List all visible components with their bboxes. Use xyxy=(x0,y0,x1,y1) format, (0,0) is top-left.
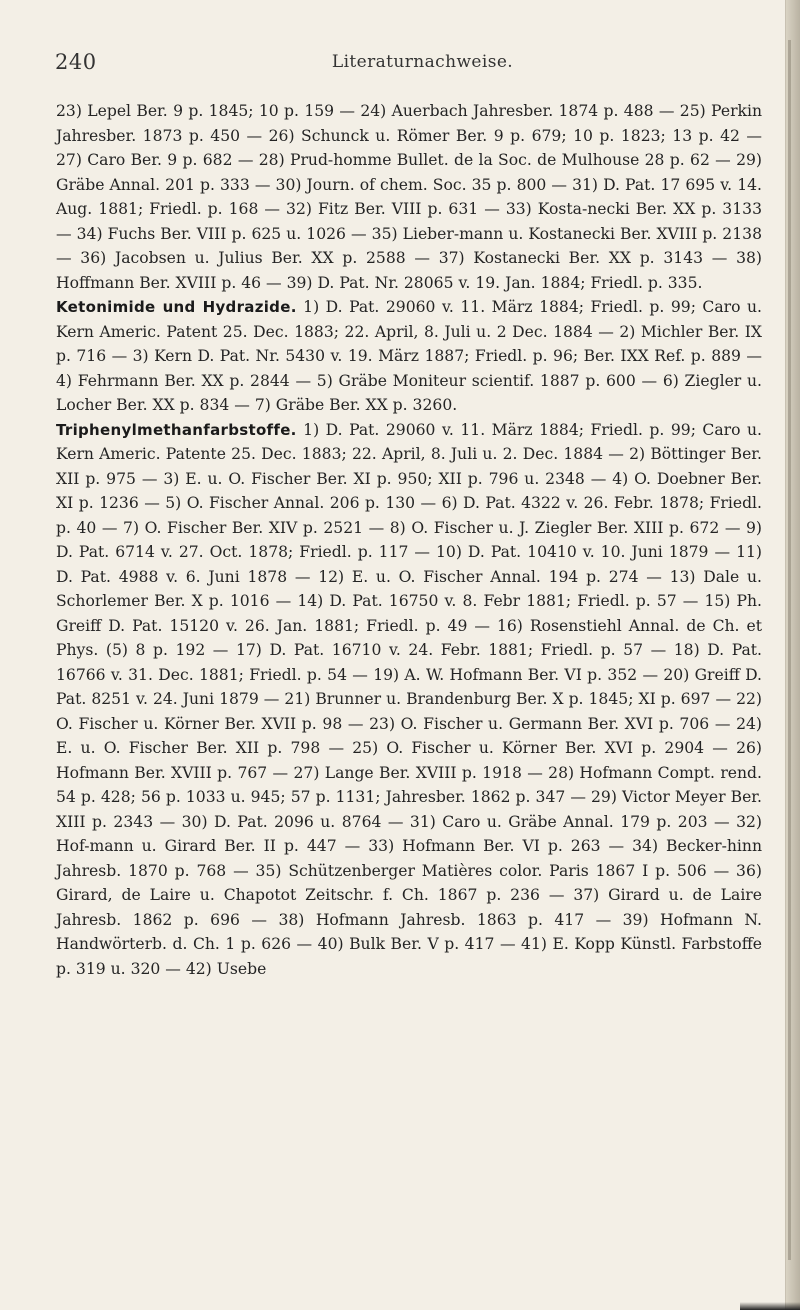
reference-paragraph xyxy=(56,295,762,418)
running-title: Literaturnachweise. xyxy=(331,52,514,72)
reference-list-text: 1) D. Pat. 29060 v. 11. März 1884; Friedl. p. 99; Caro u. Kern Americ. Patent 25. Dec. 1883; 22. April, 8. Juli u. 2 Dec. 1884 — 2) Michler Ber. IX p. 716 — 3) Kern D. Pat. Nr. 5430 v. 19. März 1887; Friedl. p. 96; Ber. IXX Ref. p. 889 — 4) Fehrmann Ber. XX p. 2844 — 5) Gräbe Moniteur scientif. 1887 p. 600 — 6) Ziegler u. Locher Ber. XX p. 834 — 7) Gräbe Ber. XX p. 3260. xyxy=(56,298,762,414)
page-edge-shadow xyxy=(788,40,791,1260)
corner-shadow xyxy=(740,1302,800,1310)
section-heading: Triphenylmethanfarbstoffe. xyxy=(56,420,297,439)
references-text xyxy=(56,99,762,981)
page-number: 240 xyxy=(55,50,97,74)
reference-paragraph xyxy=(56,99,762,295)
reference-paragraph xyxy=(56,418,762,982)
reference-list-text: 1) D. Pat. 29060 v. 11. März 1884; Friedl. p. 99; Caro u. Kern Americ. Patente 25. Dec. 1883; 22. April, 8. Juli u. 2. Dec. 1884 — 2) Böttinger Ber. XII p. 975 — 3) E. u. O. Fischer Ber. XI p. 950; XII p. 796 u. 2348 — 4) O. Doebner Ber. XI p. 1236 — 5) O. Fischer Annal. 206 p. 130 — 6) D. Pat. 4322 v. 26. Febr. 1878; Friedl. p. 40 — 7) O. Fischer Ber. XIV p. 2521 — 8) O. Fischer u. J. Ziegler Ber. XIII p. 672 — 9) D. Pat. 6714 v. 27. Oct. 1878; Friedl. p. 117 — 10) D. Pat. 10410 v. 10. Juni 1879 — 11) D. Pat. 4988 v. 6. Juni 1878 — 12) E. u. O. Fischer Annal. 194 p. 274 — 13) Dale u. Schorlemer Ber. X p. 1016 — 14) D. Pat. 16750 v. 8. Febr 1881; Friedl. p. 57 — 15) Ph. Greiff D. Pat. 15120 v. 26. Jan. 1881; Friedl. p. 49 — 16) Rosenstiehl Annal. de Ch. et Phys. (5) 8 p. 192 — 17) D. Pat. 16710 v. 24. Febr. 1881; Friedl. p. 57 — 18) D. Pat. 16766 v. 31. Dec. 1881; Friedl. p. 54 — 19) A. W. Hofmann Ber. VI p. 352 — 20) Greiff D. Pat. 8251 v. 24. Juni 1879 — 21) Brunner u. Brandenburg Ber. X p. 1845; XI p. 697 — 22) O. Fischer u. Körner Ber. XVII p. 98 — 23) O. Fischer u. Germann Ber. XVI p. 706 — 24) E. u. O. Fischer Ber. XII p. 798 — 25) O. Fischer u. Körner Ber. XVI p. 2904 — 26) Hofmann Ber. XVIII p. 767 — 27) Lange Ber. XVIII p. 1918 — 28) Hofmann Compt. rend. 54 p. 428; 56 p. 1033 u. 945; 57 p. 1131; Jahresber. 1862 p. 347 — 29) Victor Meyer Ber. XIII p. 2343 — 30) D. Pat. 2096 u. 8764 — 31) Caro u. Gräbe Annal. 179 p. 203 — 32) Hof-mann u. Girard Ber. II p. 447 — 33) Hofmann Ber. VI p. 263 — 34) Becker-hinn Jahresb. 1870 p. 768 — 35) Schützenberger Matières color. Paris 1867 I p. 506 — 36) Girard, de Laire u. Chapotot Zeitschr. f. Ch. 1867 p. 236 — 37) Girard u. de Laire Jahresb. 1862 p. 696 — 38) Hofmann Jahresb. 1863 p. 417 — 39) Hofmann N. Handwörterb. d. Ch. 1 p. 626 — 40) Bulk Ber. V p. 417 — 41) E. Kopp Künstl. Farbstoffe p. 319 u. 320 — 42) Usebe xyxy=(56,420,762,978)
page-edge xyxy=(785,0,800,1310)
page-header xyxy=(55,50,760,80)
section-heading: Ketonimide und Hydrazide. xyxy=(56,298,297,316)
reference-list-text: 23) Lepel Ber. 9 p. 1845; 10 p. 159 — 24) Auerbach Jahresber. 1874 p. 488 — 25) Perkin Jahresber. 1873 p. 450 — 26) Schunck u. Römer Ber. 9 p. 679; 10 p. 1823; 13 p. 42 — 27) Caro Ber. 9 p. 682 — 28) Prud-homme Bullet. de la Soc. de Mulhouse 28 p. 62 — 29) Gräbe Annal. 201 p. 333 — 30) Journ. of chem. Soc. 35 p. 800 — 31) D. Pat. 17 695 v. 14. Aug. 1881; Friedl. p. 168 — 32) Fitz Ber. VIII p. 631 — 33) Kosta-necki Ber. XX p. 3133 — 34) Fuchs Ber. VIII p. 625 u. 1026 — 35) Lieber-mann u. Kostanecki Ber. XVIII p. 2138 — 36) Jacobsen u. Julius Ber. XX p. 2588 — 37) Kostanecki Ber. XX p. 3143 — 38) Hoffmann Ber. XVIII p. 46 — 39) D. Pat. Nr. 28065 v. 19. Jan. 1884; Friedl. p. 335. xyxy=(56,102,762,292)
